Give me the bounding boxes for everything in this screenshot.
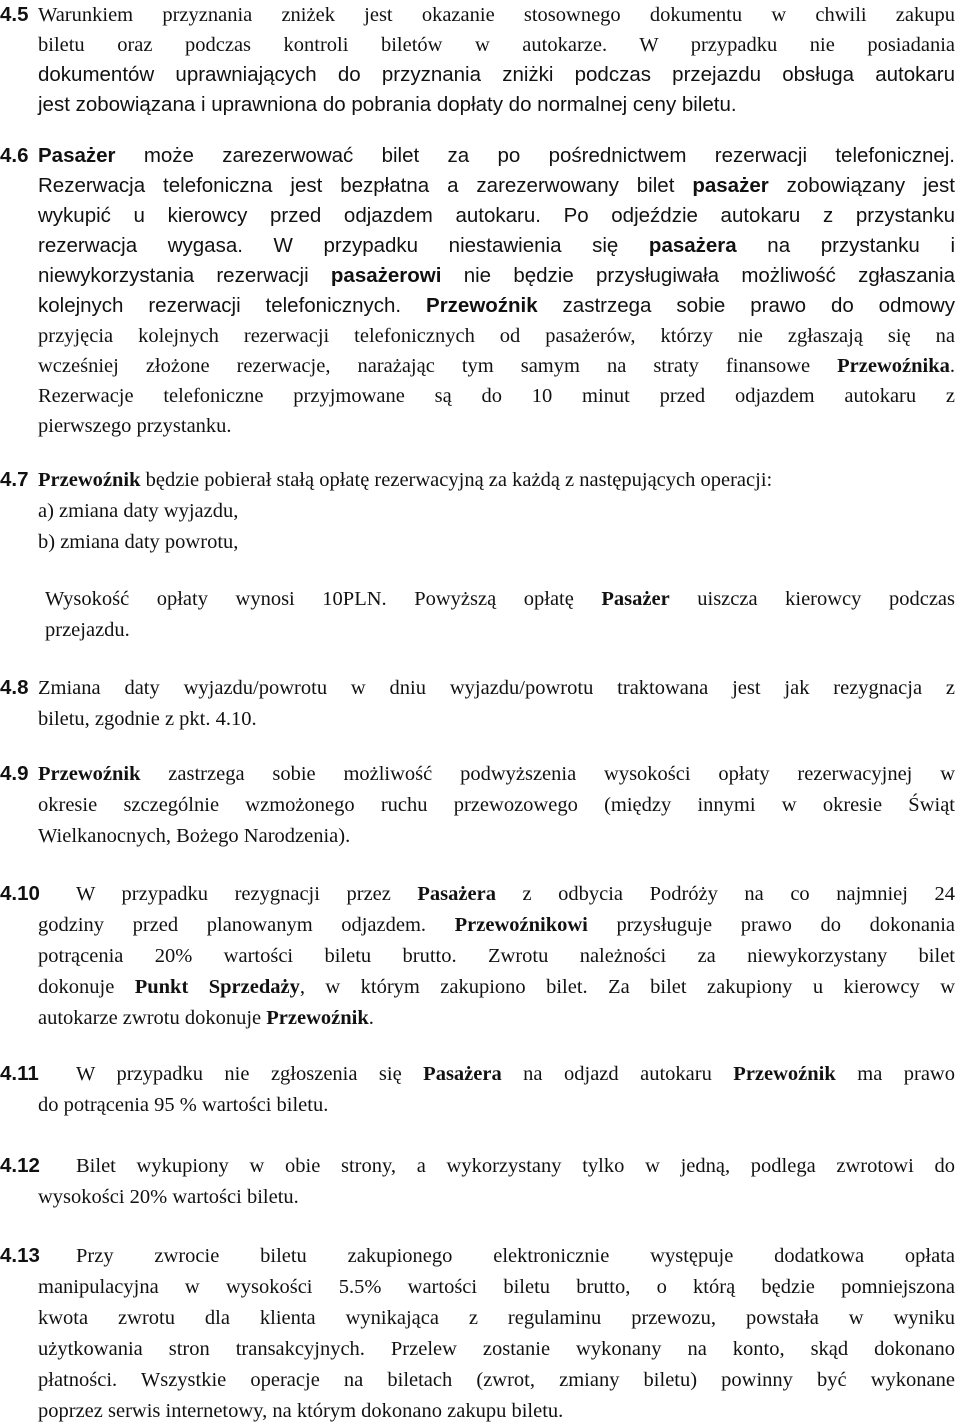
- text-line: pierwszego przystanku.: [38, 415, 232, 437]
- text-line: Wysokość opłaty wynosi 10PLN. Powyższą opłatę Pasażer uiszcza kierowcy podczas: [45, 588, 955, 610]
- list-item: b) zmiana daty powrotu,: [38, 531, 239, 553]
- text-line: wcześniej złożone rezerwacje, narażając tym samym na straty finansowe Przewoźnika.: [38, 355, 955, 377]
- text-line: poprzez serwis internetowy, na którym dokonano zakupu biletu.: [38, 1400, 564, 1422]
- text-line: wysokości 20% wartości biletu.: [38, 1186, 299, 1208]
- text-line: kolejnych rezerwacji telefonicznych. Przewoźnik zastrzega sobie prawo do odmowy: [38, 294, 955, 317]
- text-line: przejazdu.: [45, 619, 130, 641]
- text-line: manipulacyjna w wysokości 5.5% wartości biletu brutto, o którą będzie pomniejszona: [38, 1276, 955, 1298]
- text-line: biletu, zgodnie z pkt. 4.10.: [38, 708, 257, 730]
- text-line: Przy zwrocie biletu zakupionego elektronicznie występuje dodatkowa opłata: [76, 1245, 955, 1267]
- text-line: autokarze zwrotu dokonuje Przewoźnik.: [38, 1007, 374, 1029]
- text-line: Warunkiem przyznania zniżek jest okazanie stosownego dokumentu w chwili zakupu: [38, 4, 955, 26]
- text-line: potrącenia 20% wartości biletu brutto. Zwrotu należności za niewykorzystany bilet: [38, 945, 955, 967]
- section-number: 4.8: [0, 676, 29, 699]
- section-number: 4.5: [0, 3, 29, 26]
- section-number: 4.10: [0, 882, 40, 905]
- text-line: Pasażer może zarezerwować bilet za po pośrednictwem rezerwacji telefonicznej.: [38, 144, 955, 167]
- text-line: Wielkanocnych, Bożego Narodzenia).: [38, 825, 351, 847]
- text-line: użytkowania stron transakcyjnych. Przelew zostanie wykonany na konto, skąd dokonano: [38, 1338, 955, 1360]
- text-line: okresie szczególnie wzmożonego ruchu przewozowego (między innymi w okresie Świąt: [38, 794, 955, 816]
- text-line: płatności. Wszystkie operacje na biletach (zwrot, zmiany biletu) powinny być wykonane: [38, 1369, 955, 1391]
- text-line: Rezerwacje telefoniczne przyjmowane są do 10 minut przed odjazdem autokaru z: [38, 385, 955, 407]
- text-line: wykupić u kierowcy przed odjazdem autokaru. Po odjeździe autokaru z przystanku: [38, 204, 955, 227]
- text-line: niewykorzystania rezerwacji pasażerowi nie będzie przysługiwała możliwość zgłaszania: [38, 264, 955, 287]
- text-line: do potrącenia 95 % wartości biletu.: [38, 1094, 329, 1116]
- section-number: 4.6: [0, 144, 29, 167]
- text-line: W przypadku rezygnacji przez Pasażera z odbycia Podróży na co najmniej 24: [76, 883, 955, 905]
- section-number: 4.13: [0, 1244, 40, 1267]
- text-line: kwota zwrotu dla klienta wynikająca z regulaminu przewozu, powstała w wyniku: [38, 1307, 955, 1329]
- section-number: 4.9: [0, 762, 29, 785]
- text-line: dokumentów uprawniających do przyznania zniżki podczas przejazdu obsługa autokaru: [38, 63, 955, 86]
- text-line: jest zobowiązana i uprawniona do pobrania dopłaty do normalnej ceny biletu.: [38, 93, 737, 116]
- list-item: a) zmiana daty wyjazdu,: [38, 500, 239, 522]
- text-line: Bilet wykupiony w obie strony, a wykorzystany tylko w jedną, podlega zwrotowi do: [76, 1155, 955, 1177]
- text-line: rezerwacja wygasa. W przypadku niestawienia się pasażera na przystanku i: [38, 234, 955, 257]
- text-line: Przewoźnik będzie pobierał stałą opłatę rezerwacyjną za każdą z następujących operacji:: [38, 469, 773, 491]
- text-line: Rezerwacja telefoniczna jest bezpłatna a zarezerwowany bilet pasażer zobowiązany jest: [38, 174, 956, 197]
- text-line: Zmiana daty wyjazdu/powrotu w dniu wyjazdu/powrotu traktowana jest jak rezygnacja z: [38, 677, 955, 699]
- text-line: przyjęcia kolejnych rezerwacji telefonicznych od pasażerów, którzy nie zgłaszają się na: [38, 325, 955, 347]
- text-line: dokonuje Punkt Sprzedaży, w którym zakupiono bilet. Za bilet zakupiony u kierowcy w: [38, 976, 956, 998]
- section-number: 4.7: [0, 468, 29, 491]
- text-line: biletu oraz podczas kontroli biletów w autokarze. W przypadku nie posiadania: [38, 34, 955, 56]
- section-number: 4.11: [0, 1062, 39, 1085]
- text-line: Przewoźnik zastrzega sobie możliwość podwyższenia wysokości opłaty rezerwacyjnej w: [38, 763, 955, 785]
- text-line: godziny przed planowanym odjazdem. Przewoźnikowi przysługuje prawo do dokonania: [38, 914, 955, 936]
- section-number: 4.12: [0, 1154, 40, 1177]
- text-line: W przypadku nie zgłoszenia się Pasażera na odjazd autokaru Przewoźnik ma prawo: [76, 1063, 955, 1085]
